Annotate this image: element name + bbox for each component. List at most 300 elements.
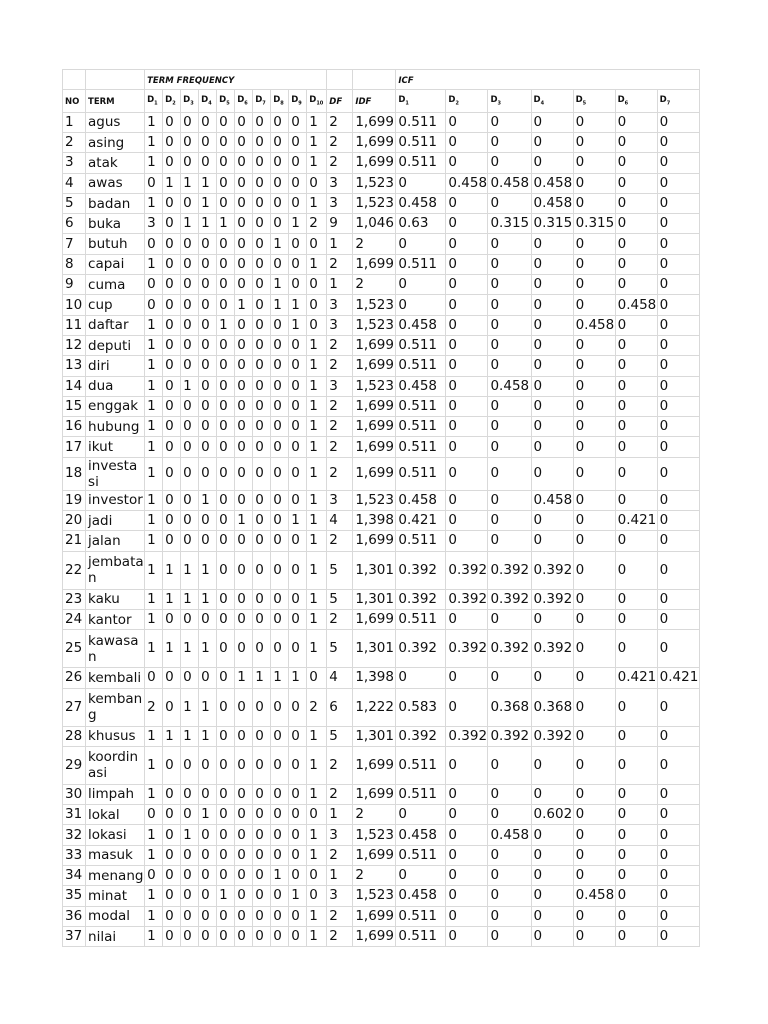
idf-cell: 1,699 bbox=[353, 531, 396, 551]
icf-d4-header: $D_4$ bbox=[531, 90, 573, 113]
icf-value-cell: 0 bbox=[573, 805, 615, 825]
tf-value-cell: 0 bbox=[217, 926, 235, 946]
row-number: 8 bbox=[63, 254, 86, 274]
term-cell: koordinasi bbox=[86, 746, 145, 784]
header-row-top bbox=[63, 70, 700, 90]
tf-value-cell: 0 bbox=[289, 688, 307, 726]
tf-value-cell: 1 bbox=[289, 295, 307, 315]
icf-value-cell: 0 bbox=[531, 112, 573, 132]
tf-value-cell: 0 bbox=[253, 295, 271, 315]
tf-value-cell: 0 bbox=[235, 805, 253, 825]
icf-value-cell: 0 bbox=[657, 234, 699, 254]
icf-value-cell: 0 bbox=[446, 906, 488, 926]
df-cell: 3 bbox=[327, 193, 353, 213]
tf-value-cell: 0 bbox=[217, 589, 235, 609]
tf-value-cell: 1 bbox=[307, 335, 327, 355]
row-number: 19 bbox=[63, 490, 86, 510]
icf-value-cell: 0 bbox=[573, 926, 615, 946]
term-cell: dua bbox=[86, 376, 145, 396]
tf-value-cell: 0 bbox=[289, 825, 307, 845]
tf-value-cell: 1 bbox=[181, 376, 199, 396]
term-cell: limpah bbox=[86, 784, 145, 804]
icf-value-cell: 0.458 bbox=[488, 825, 531, 845]
term-cell: lokal bbox=[86, 805, 145, 825]
icf-value-cell: 0.511 bbox=[396, 356, 446, 376]
icf-value-cell: 0 bbox=[615, 866, 657, 886]
df-cell: 2 bbox=[327, 531, 353, 551]
icf-value-cell: 0 bbox=[657, 275, 699, 295]
term-cell: khusus bbox=[86, 726, 145, 746]
tf-value-cell: 1 bbox=[145, 589, 163, 609]
tf-value-cell: 0 bbox=[253, 457, 271, 490]
idf-cell: 1,699 bbox=[353, 457, 396, 490]
icf-value-cell: 0.458 bbox=[573, 315, 615, 335]
icf-value-cell: 0 bbox=[531, 457, 573, 490]
tf-value-cell: 1 bbox=[145, 531, 163, 551]
icf-value-cell: 0.511 bbox=[396, 531, 446, 551]
icf-value-cell: 0 bbox=[531, 356, 573, 376]
table-row bbox=[63, 112, 700, 132]
icf-value-cell: 0 bbox=[615, 153, 657, 173]
tf-value-cell: 1 bbox=[307, 926, 327, 946]
tf-value-cell: 1 bbox=[145, 784, 163, 804]
tf-value-cell: 0 bbox=[163, 315, 181, 335]
tf-value-cell: 0 bbox=[199, 746, 217, 784]
tf-value-cell: 0 bbox=[307, 315, 327, 335]
tf-value-cell: 0 bbox=[271, 630, 289, 668]
tf-value-cell: 0 bbox=[181, 457, 199, 490]
table-row bbox=[63, 551, 700, 589]
tf-value-cell: 1 bbox=[145, 457, 163, 490]
term-cell: butuh bbox=[86, 234, 145, 254]
tf-value-cell: 0 bbox=[271, 356, 289, 376]
icf-value-cell: 0 bbox=[531, 437, 573, 457]
idf-cell: 2 bbox=[353, 805, 396, 825]
tf-value-cell: 0 bbox=[235, 784, 253, 804]
tf-value-cell: 0 bbox=[181, 153, 199, 173]
tf-value-cell: 0 bbox=[199, 825, 217, 845]
icf-value-cell: 0 bbox=[657, 315, 699, 335]
icf-value-cell: 0 bbox=[488, 356, 531, 376]
term-cell: kembang bbox=[86, 688, 145, 726]
icf-value-cell: 0 bbox=[573, 551, 615, 589]
table-row bbox=[63, 417, 700, 437]
df-cell: 1 bbox=[327, 234, 353, 254]
idf-cell: 1,699 bbox=[353, 153, 396, 173]
tf-value-cell: 1 bbox=[307, 589, 327, 609]
tf-value-cell: 0 bbox=[181, 254, 199, 274]
tf-value-cell: 0 bbox=[181, 356, 199, 376]
icf-value-cell: 0 bbox=[615, 531, 657, 551]
row-number: 27 bbox=[63, 688, 86, 726]
term-cell: capai bbox=[86, 254, 145, 274]
df-cell: 9 bbox=[327, 214, 353, 234]
icf-value-cell: 0 bbox=[531, 825, 573, 845]
icf-value-cell: 0 bbox=[573, 396, 615, 416]
tf-value-cell: 1 bbox=[307, 396, 327, 416]
tf-value-cell: 0 bbox=[235, 726, 253, 746]
df-cell: 4 bbox=[327, 668, 353, 688]
tf-value-cell: 0 bbox=[271, 726, 289, 746]
df-cell: 5 bbox=[327, 551, 353, 589]
tf-value-cell: 1 bbox=[271, 866, 289, 886]
tf-value-cell: 1 bbox=[271, 668, 289, 688]
tf-value-cell: 0 bbox=[145, 234, 163, 254]
table-row bbox=[63, 668, 700, 688]
tf-value-cell: 0 bbox=[163, 396, 181, 416]
tf-value-cell: 0 bbox=[253, 589, 271, 609]
tf-value-cell: 0 bbox=[289, 805, 307, 825]
term-cell: masuk bbox=[86, 845, 145, 865]
idf-cell: 1,523 bbox=[353, 315, 396, 335]
tf-value-cell: 0 bbox=[253, 784, 271, 804]
tf-value-cell: 0 bbox=[199, 926, 217, 946]
tf-value-cell: 0 bbox=[271, 551, 289, 589]
tf-value-cell: 0 bbox=[253, 132, 271, 152]
tf-value-cell: 0 bbox=[271, 335, 289, 355]
icf-value-cell: 0 bbox=[446, 417, 488, 437]
term-cell: lokasi bbox=[86, 825, 145, 845]
icf-value-cell: 0.392 bbox=[531, 630, 573, 668]
tf-value-cell: 1 bbox=[145, 746, 163, 784]
icf-value-cell: 0.583 bbox=[396, 688, 446, 726]
df-cell: 2 bbox=[327, 417, 353, 437]
tf-value-cell: 0 bbox=[235, 906, 253, 926]
icf-value-cell: 0.421 bbox=[615, 668, 657, 688]
tf-value-cell: 0 bbox=[253, 551, 271, 589]
icf-value-cell: 0 bbox=[573, 457, 615, 490]
icf-value-cell: 0 bbox=[446, 746, 488, 784]
icf-value-cell: 0 bbox=[573, 275, 615, 295]
tf-value-cell: 1 bbox=[145, 132, 163, 152]
df-cell: 2 bbox=[327, 356, 353, 376]
tf-value-cell: 1 bbox=[199, 630, 217, 668]
df-cell: 1 bbox=[327, 275, 353, 295]
tf-value-cell: 1 bbox=[181, 630, 199, 668]
icf-value-cell: 0 bbox=[446, 805, 488, 825]
df-cell: 2 bbox=[327, 254, 353, 274]
tf-value-cell: 0 bbox=[163, 490, 181, 510]
df-cell: 2 bbox=[327, 437, 353, 457]
tf-value-cell: 0 bbox=[253, 335, 271, 355]
icf-value-cell: 0.458 bbox=[396, 193, 446, 213]
tf-value-cell: 0 bbox=[289, 845, 307, 865]
icf-value-cell: 0 bbox=[531, 906, 573, 926]
tf-value-cell: 0 bbox=[289, 234, 307, 254]
idf-cell: 1,222 bbox=[353, 688, 396, 726]
tf-value-cell: 1 bbox=[307, 845, 327, 865]
icf-value-cell: 0.511 bbox=[396, 437, 446, 457]
tf-value-cell: 0 bbox=[199, 437, 217, 457]
icf-value-cell: 0 bbox=[615, 335, 657, 355]
tf-value-cell: 0 bbox=[163, 335, 181, 355]
icf-value-cell: 0 bbox=[657, 551, 699, 589]
tf-value-cell: 1 bbox=[199, 688, 217, 726]
row-number: 25 bbox=[63, 630, 86, 668]
icf-value-cell: 0 bbox=[446, 511, 488, 531]
tf-value-cell: 0 bbox=[235, 132, 253, 152]
tf-value-cell: 0 bbox=[289, 132, 307, 152]
idf-cell: 2 bbox=[353, 275, 396, 295]
icf-value-cell: 0 bbox=[446, 926, 488, 946]
tf-value-cell: 2 bbox=[307, 688, 327, 726]
icf-value-cell: 0 bbox=[615, 457, 657, 490]
tf-value-cell: 0 bbox=[289, 630, 307, 668]
df-cell: 3 bbox=[327, 173, 353, 193]
row-number: 17 bbox=[63, 437, 86, 457]
tf-value-cell: 0 bbox=[181, 295, 199, 315]
idf-cell: 1,398 bbox=[353, 511, 396, 531]
tf-value-cell: 1 bbox=[307, 784, 327, 804]
icf-value-cell: 0 bbox=[488, 396, 531, 416]
tf-value-cell: 0 bbox=[271, 490, 289, 510]
tf-value-cell: 0 bbox=[199, 511, 217, 531]
tf-value-cell: 0 bbox=[145, 805, 163, 825]
idf-cell: 1,523 bbox=[353, 376, 396, 396]
tf-value-cell: 0 bbox=[271, 315, 289, 335]
icf-value-cell: 0 bbox=[488, 254, 531, 274]
icf-value-cell: 0.458 bbox=[573, 886, 615, 906]
icf-value-cell: 0.511 bbox=[396, 335, 446, 355]
tf-value-cell: 1 bbox=[145, 726, 163, 746]
tf-value-cell: 0 bbox=[235, 457, 253, 490]
tf-value-cell: 1 bbox=[289, 668, 307, 688]
tf-value-cell: 0 bbox=[271, 511, 289, 531]
table-row bbox=[63, 173, 700, 193]
icf-value-cell: 0 bbox=[657, 805, 699, 825]
icf-value-cell: 0 bbox=[396, 275, 446, 295]
icf-value-cell: 0 bbox=[615, 112, 657, 132]
icf-value-cell: 0 bbox=[657, 132, 699, 152]
row-number: 37 bbox=[63, 926, 86, 946]
icf-value-cell: 0 bbox=[446, 112, 488, 132]
row-number: 2 bbox=[63, 132, 86, 152]
icf-value-cell: 0 bbox=[573, 234, 615, 254]
tf-value-cell: 0 bbox=[163, 275, 181, 295]
tf-value-cell: 0 bbox=[163, 688, 181, 726]
tf-value-cell: 1 bbox=[163, 589, 181, 609]
tf-value-cell: 1 bbox=[163, 726, 181, 746]
icf-value-cell: 0 bbox=[446, 845, 488, 865]
icf-value-cell: 0.392 bbox=[488, 630, 531, 668]
icf-value-cell: 0 bbox=[657, 417, 699, 437]
df-cell: 3 bbox=[327, 315, 353, 335]
term-cell: kawasan bbox=[86, 630, 145, 668]
icf-value-cell: 0 bbox=[657, 376, 699, 396]
tf-value-cell: 0 bbox=[235, 214, 253, 234]
tf-value-cell: 0 bbox=[181, 132, 199, 152]
icf-value-cell: 0.511 bbox=[396, 609, 446, 629]
tf-value-cell: 0 bbox=[307, 805, 327, 825]
term-cell: asing bbox=[86, 132, 145, 152]
tf-value-cell: 0 bbox=[163, 437, 181, 457]
row-number: 13 bbox=[63, 356, 86, 376]
tf-value-cell: 0 bbox=[199, 609, 217, 629]
icf-value-cell: 0 bbox=[657, 609, 699, 629]
icf-value-cell: 0 bbox=[488, 315, 531, 335]
term-cell: cuma bbox=[86, 275, 145, 295]
row-number: 36 bbox=[63, 906, 86, 926]
icf-value-cell: 0 bbox=[531, 926, 573, 946]
tf-value-cell: 1 bbox=[271, 295, 289, 315]
icf-value-cell: 0 bbox=[615, 356, 657, 376]
tf-value-cell: 0 bbox=[181, 234, 199, 254]
icf-value-cell: 0 bbox=[446, 825, 488, 845]
table-row bbox=[63, 295, 700, 315]
icf-value-cell: 0 bbox=[573, 630, 615, 668]
tf-value-cell: 1 bbox=[145, 906, 163, 926]
tf-value-cell: 1 bbox=[217, 886, 235, 906]
term-cell: jembatan bbox=[86, 551, 145, 589]
tf-value-cell: 0 bbox=[181, 926, 199, 946]
tf-value-cell: 1 bbox=[163, 630, 181, 668]
term-cell: jalan bbox=[86, 531, 145, 551]
df-cell: 2 bbox=[327, 153, 353, 173]
icf-value-cell: 0.392 bbox=[446, 630, 488, 668]
tf-value-cell: 1 bbox=[307, 254, 327, 274]
tf-value-cell: 0 bbox=[199, 668, 217, 688]
icf-value-cell: 0 bbox=[615, 173, 657, 193]
tf-value-cell: 0 bbox=[199, 457, 217, 490]
tf-value-cell: 0 bbox=[181, 490, 199, 510]
icf-value-cell: 0.392 bbox=[396, 589, 446, 609]
tf-value-cell: 0 bbox=[253, 746, 271, 784]
tf-value-cell: 0 bbox=[163, 234, 181, 254]
icf-value-cell: 0.458 bbox=[446, 173, 488, 193]
tf-value-cell: 1 bbox=[181, 214, 199, 234]
tf-value-cell: 0 bbox=[289, 589, 307, 609]
tf-value-cell: 0 bbox=[163, 746, 181, 784]
icf-value-cell: 0 bbox=[446, 531, 488, 551]
tf-value-cell: 0 bbox=[199, 531, 217, 551]
term-cell: hubung bbox=[86, 417, 145, 437]
tf-value-cell: 0 bbox=[253, 193, 271, 213]
icf-value-cell: 0 bbox=[446, 315, 488, 335]
document-page bbox=[62, 69, 700, 947]
tf-value-cell: 0 bbox=[289, 193, 307, 213]
tf-value-cell: 0 bbox=[181, 531, 199, 551]
icf-value-cell: 0 bbox=[531, 417, 573, 437]
icf-value-cell: 0 bbox=[488, 746, 531, 784]
idf-cell: 1,046 bbox=[353, 214, 396, 234]
table-row bbox=[63, 132, 700, 152]
tf-value-cell: 0 bbox=[235, 630, 253, 668]
icf-value-cell: 0 bbox=[657, 193, 699, 213]
icf-value-cell: 0.392 bbox=[396, 551, 446, 589]
tf-value-cell: 0 bbox=[271, 825, 289, 845]
idf-cell: 2 bbox=[353, 866, 396, 886]
icf-value-cell: 0 bbox=[531, 746, 573, 784]
tf-value-cell: 0 bbox=[253, 906, 271, 926]
tf-value-cell: 0 bbox=[289, 376, 307, 396]
tf-value-cell: 0 bbox=[163, 193, 181, 213]
tf-value-cell: 0 bbox=[217, 112, 235, 132]
tf-d3-header: $D_3$ bbox=[181, 90, 199, 113]
row-number: 11 bbox=[63, 315, 86, 335]
tf-value-cell: 1 bbox=[307, 153, 327, 173]
tf-value-cell: 0 bbox=[163, 356, 181, 376]
term-cell: menang bbox=[86, 866, 145, 886]
tf-value-cell: 0 bbox=[253, 531, 271, 551]
tf-value-cell: 0 bbox=[271, 746, 289, 784]
tf-value-cell: 0 bbox=[235, 845, 253, 865]
icf-value-cell: 0.315 bbox=[531, 214, 573, 234]
icf-value-cell: 0 bbox=[615, 214, 657, 234]
icf-value-cell: 0.511 bbox=[396, 254, 446, 274]
tf-value-cell: 0 bbox=[289, 437, 307, 457]
tf-value-cell: 1 bbox=[271, 234, 289, 254]
idf-cell: 1,699 bbox=[353, 784, 396, 804]
tf-value-cell: 0 bbox=[145, 173, 163, 193]
tf-value-cell: 0 bbox=[235, 609, 253, 629]
icf-value-cell: 0 bbox=[488, 668, 531, 688]
tf-value-cell: 1 bbox=[235, 668, 253, 688]
tf-value-cell: 0 bbox=[253, 726, 271, 746]
icf-value-cell: 0 bbox=[615, 825, 657, 845]
row-number: 4 bbox=[63, 173, 86, 193]
idf-cell: 1,699 bbox=[353, 437, 396, 457]
icf-value-cell: 0 bbox=[531, 396, 573, 416]
icf-d3-header: $D_3$ bbox=[488, 90, 531, 113]
row-number: 31 bbox=[63, 805, 86, 825]
icf-value-cell: 0 bbox=[657, 437, 699, 457]
tf-value-cell: 0 bbox=[307, 668, 327, 688]
table-row bbox=[63, 726, 700, 746]
tf-value-cell: 0 bbox=[307, 866, 327, 886]
df-cell: 1 bbox=[327, 866, 353, 886]
icf-value-cell: 0.511 bbox=[396, 926, 446, 946]
tf-value-cell: 1 bbox=[289, 511, 307, 531]
idf-cell: 1,699 bbox=[353, 335, 396, 355]
tf-value-cell: 1 bbox=[199, 173, 217, 193]
tf-value-cell: 0 bbox=[235, 275, 253, 295]
table-row bbox=[63, 275, 700, 295]
tf-value-cell: 0 bbox=[253, 275, 271, 295]
idf-cell: 1,699 bbox=[353, 356, 396, 376]
term-cell: agus bbox=[86, 112, 145, 132]
icf-value-cell: 0 bbox=[573, 295, 615, 315]
tf-value-cell: 1 bbox=[145, 335, 163, 355]
idf-cell: 1,699 bbox=[353, 254, 396, 274]
icf-value-cell: 0 bbox=[615, 551, 657, 589]
tf-value-cell: 0 bbox=[163, 609, 181, 629]
row-number: 18 bbox=[63, 457, 86, 490]
icf-value-cell: 0.458 bbox=[531, 173, 573, 193]
idf-cell: 1,301 bbox=[353, 551, 396, 589]
row-number: 33 bbox=[63, 845, 86, 865]
row-number: 15 bbox=[63, 396, 86, 416]
tf-value-cell: 0 bbox=[253, 396, 271, 416]
tf-value-cell: 0 bbox=[199, 254, 217, 274]
icf-value-cell: 0 bbox=[446, 153, 488, 173]
tf-value-cell: 0 bbox=[271, 906, 289, 926]
icf-value-cell: 0 bbox=[446, 254, 488, 274]
tf-value-cell: 0 bbox=[181, 511, 199, 531]
table-row bbox=[63, 396, 700, 416]
icf-value-cell: 0.511 bbox=[396, 396, 446, 416]
tf-value-cell: 0 bbox=[271, 886, 289, 906]
tf-value-cell: 1 bbox=[217, 214, 235, 234]
tf-value-cell: 0 bbox=[181, 437, 199, 457]
tf-value-cell: 0 bbox=[163, 214, 181, 234]
tf-value-cell: 0 bbox=[217, 417, 235, 437]
row-number: 30 bbox=[63, 784, 86, 804]
icf-value-cell: 0 bbox=[488, 437, 531, 457]
tf-value-cell: 0 bbox=[217, 726, 235, 746]
icf-value-cell: 0 bbox=[446, 132, 488, 152]
tf-value-cell: 1 bbox=[145, 396, 163, 416]
df-cell: 5 bbox=[327, 630, 353, 668]
